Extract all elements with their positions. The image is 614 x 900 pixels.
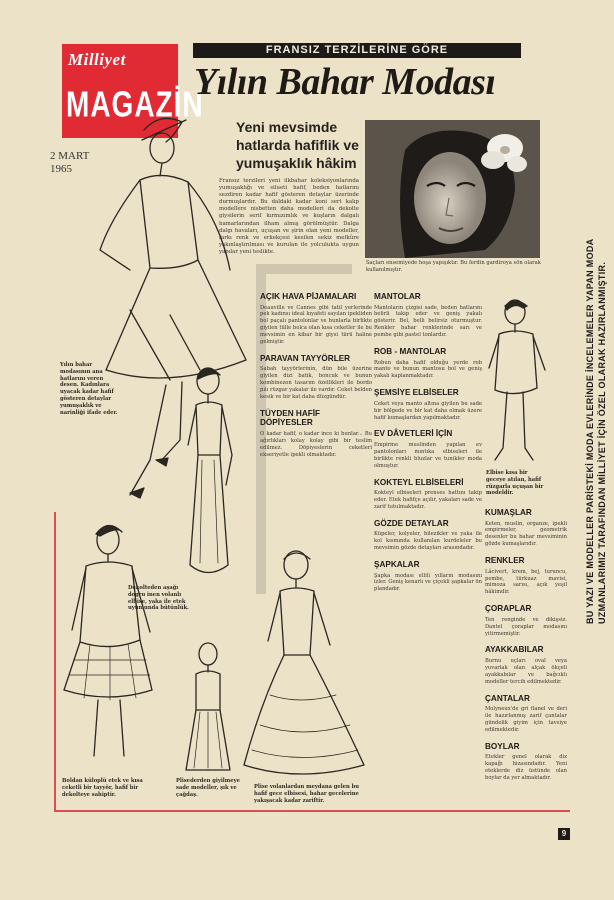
- section-heading: AYAKKABILAR: [485, 645, 544, 655]
- section-acik-hava: [260, 292, 372, 346]
- article-intro: Fransız terzileri yeni ilkbahar koleksiyonlarında yumuşaklığı ve silueti hafif, beden hatlarını sezdiren kadar hafif gösteren detaylar üzerinde durmuşlardır. Bu daldaki kadar koni sert kalıp modellere nisbetten daha modelleri da dekolte giysilerin serif kırmızımlık ve kuşların dalgalı hamarlarından ilham almış görülmüştür. Dalga dalgı havaları, uçuşan ve şirin olan yeni modeller, farkı renk ve erkekçesi kesilen sekiz mefkûre yakınlaştırılması ve kurulan ile yolculukta uygun yapılar yeni teslikte.: [219, 178, 359, 255]
- section-heading: GÖZDE DETAYLAR: [374, 518, 449, 528]
- section-body: Keten, muslin, organze, ipekli empirmeler, geometrik desenler bu bahar mevsiminin gözde kumaşlarıdır.: [485, 520, 567, 548]
- section-heading: ÇANTALAR: [485, 693, 530, 703]
- section-gozde-detaylar: [374, 519, 482, 552]
- article-kicker: FRANSIZ TERZİLERİNE GÖRE: [193, 43, 521, 58]
- section-rob-mantolar: [374, 347, 482, 380]
- credit-line-1: BU YAZI VE MODELLER PARİSTEKİ MODA EVLERİNDE İNCELEMELER YAPAN MODA: [585, 238, 595, 624]
- section-body: Molyneux'de gri flanel ve deri ile hazırlanmış zarif çantalar gündelik giyim için tavsiye edilmektedir.: [485, 706, 567, 733]
- section-heading: EV DÂVETLERİ İÇİN: [374, 429, 453, 439]
- issue-year: 1965: [50, 163, 72, 175]
- caption-bottom-right: Plise volanlardan meydana gelen bu hafif gece elbisesi, bahar gecelerine yakışacak kadar zariftir.: [254, 784, 359, 804]
- logo-top-text: Milliyet: [68, 50, 126, 69]
- section-heading: ROB - MANTOLAR: [374, 347, 447, 357]
- fashion-sketch-ruffle-gown: [240, 545, 370, 785]
- red-rule-vertical: [54, 512, 56, 812]
- article-subhead: Yeni mevsimde hatlarda hafiflik ve yumuşaklık hâkim: [236, 119, 359, 171]
- section-paravan: [260, 354, 372, 401]
- section-body: Lâcivert, krem, bej, turuncu, pembe, türkuaz mavisi, mimoza sarısı, açık yeşil hâkimdir.: [485, 568, 567, 596]
- caption-bottom-left: Boldan küloplü etek ve kısa ceketli bir tayyör, hafif bir dekolteye sahiptir.: [62, 778, 143, 798]
- article-column-2: [374, 292, 482, 601]
- issue-day: 2 MART: [50, 150, 90, 162]
- model-photo: [365, 120, 540, 258]
- section-kumaslar: [485, 508, 567, 548]
- photo-caption: Saçları ensemiyede hoşa yapışıktır. Bu ferdin gardiroya sön olarak kullanılmıştır.: [366, 260, 541, 273]
- section-heading: BOYLAR: [485, 741, 520, 751]
- credit-line-2: UZMANLARIMIZ TARAFINDAN MİLLİYET İÇİN ÖZEL OLARAK HAZIRLANMIŞTIR.: [597, 261, 607, 624]
- section-ev-davetleri: [374, 429, 482, 469]
- section-body: Sabah tayyörlerinin, dün bile üzerine giyilen dizi batik, boncuk ve bunun kombinezon tasarım özellikleri ile bordo pılı rüzgar yakalar ile vardır. Ceket belden kesik ve bir kat daha düzgündür.: [260, 366, 372, 401]
- fashion-sketch-pleated: [180, 640, 240, 780]
- section-body: Küpeler, kolyeler, bilezikler ve yaka ile kol kısmında kullanılan kurdeleler bu mevsimin gözde detayları arasındadır.: [374, 531, 482, 552]
- model-portrait-illustration: [365, 120, 540, 258]
- caption-center: Dekolteden aşağı dogru inen volanlı elbise, yaka ile etek uyumunda bütünlük.: [128, 585, 189, 612]
- caption-left-top: Yılın bahar modasının ana hatlarını veren desen. Kadınlara uyacak kadar hafif gösteren detaylar yumuşaklık ve narinliği ifade eder.: [60, 362, 118, 416]
- section-heading: MANTOLAR: [374, 292, 421, 301]
- section-body: Ceket veya manto altına giyilen bu sade bir bölgede ve bir kat daha olmak üzere hafif kumaşlardan yapılmaktadır.: [374, 400, 482, 421]
- section-body: O kadar hafif, o kadar ince ki bunlar... Bu ağırlıkları kolay kolay gibi bir teslim edilmez. Döpiyeslerin ceketleri ekseriyetle ipekli olmaktadır.: [260, 430, 372, 458]
- section-heading: ŞAPKALAR: [374, 560, 420, 570]
- section-mantolar: [374, 292, 482, 339]
- caption-right-top: Elbise kısa bir geceye atılan, hafif rüzgarla uçuşan bir modeldir.: [486, 470, 544, 497]
- section-coraplar: [485, 604, 567, 637]
- section-body: Ten renginde ve dikişsiz. Dantel çoraplar modasını yitirmemiştir.: [485, 616, 567, 637]
- section-body: Burnu uçları oval veya yuvarlak olan alçak ökçeli ayakkabılar ve bağcıklı modeller tercih edilmektedir.: [485, 657, 567, 685]
- section-body: Etekler genel olarak diz kapağı hizasındadır. Yeni eteklerde diz üstünde olan boylar da yer almaktadır.: [485, 754, 567, 781]
- section-boylar: [485, 742, 567, 782]
- section-cantalar: [485, 694, 567, 734]
- logo-main-text: MAGAZİN: [66, 84, 204, 125]
- section-body: Şapka modası ellili yılların modasını izler. Geniş kenarlı ve çiçekli şapkalar ön plandadır.: [374, 572, 482, 593]
- section-heading: PARAVAN TAYYÖRLER: [260, 353, 351, 363]
- section-heading: KUMAŞLAR: [485, 508, 532, 517]
- fashion-sketch-plaid-suit: [60, 520, 170, 770]
- section-body: Robun daha hafif olduğu yerde rob manto ve bunun mantosu bol ve geniş yakalı kaplanmaktadır.: [374, 359, 482, 380]
- section-ayakkabilar: [485, 645, 567, 685]
- section-heading: AÇIK HAVA PİJAMALARI: [260, 292, 357, 301]
- article-title: Yılın Bahar Modası: [194, 61, 496, 103]
- fashion-sketch-short-dress: [485, 298, 555, 468]
- section-kokteyl: [374, 478, 482, 511]
- section-renkler: [485, 556, 567, 596]
- accent-bar-top: [256, 264, 352, 274]
- section-semsiye: [374, 388, 482, 421]
- section-heading: RENKLER: [485, 556, 525, 566]
- section-heading: ÇORAPLAR: [485, 604, 532, 614]
- section-body: Empirme muslinden yapılan ev pantolonları mıntıka elbiseleri ile birlikte renkli bluzlar ve tunikler moda olmuştur.: [374, 441, 482, 469]
- section-body: Mantoların çizgisi sade, beden hatlarını belirli takip eder ve geniş yakalı gösterir. Bel, belli belirsiz oturmuştur. Renkler bahar renklerinde sarı ve pembe gibi pastel tonlardır.: [374, 304, 482, 339]
- section-body: Kokteyl elbiseleri prenses hattını takip eder. Etek hafifçe açılır, yakaları sade ve zarif tutulmaktadır.: [374, 490, 482, 510]
- section-heading: ŞEMSİYE ELBİSELER: [374, 388, 459, 398]
- section-sapkalar: [374, 560, 482, 593]
- section-heading: TÜYDEN HAFİF DÖPİYESLER: [260, 408, 321, 428]
- section-heading: KOKTEYL ELBİSELERİ: [374, 477, 464, 487]
- section-tuyden: [260, 409, 372, 459]
- article-column-3: [485, 508, 567, 790]
- article-column-1: [260, 292, 372, 467]
- red-rule-horizontal: [54, 810, 570, 812]
- page-number: 9: [558, 828, 570, 840]
- section-body: Deauville ve Cannes gibi tatil yerlerinde pek kadınsı ideal kıyafeti sayılan ipekliden bol paçalı pantolonlar ve bunlarla birlikte giyilen tülle bolca olan kısa ceketler ile bu mevsimin en kibar bir giysi türü haline gelmiştir.: [260, 304, 372, 346]
- caption-bottom-mid: Plisederden giyilmeye sade modeller, şık ve çağdaş.: [176, 778, 240, 798]
